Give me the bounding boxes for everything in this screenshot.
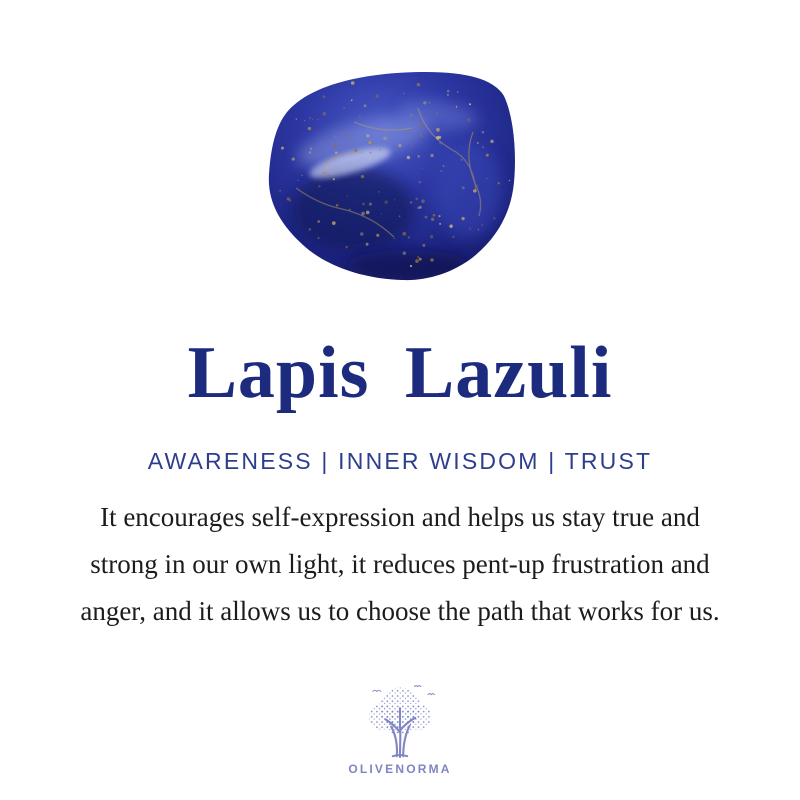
description-line-3: anger, and it allows us to choose the path that works for us. — [80, 596, 720, 626]
description-line-1: It encourages self-expression and helps us stay true and — [100, 502, 700, 532]
lapis-stone-graphic — [268, 70, 526, 284]
traits-subtitle: AWARENESS | INNER WISDOM | TRUST — [147, 448, 653, 474]
description-paragraph — [0, 494, 800, 635]
lapis-lazuli-stone-image — [268, 70, 526, 284]
crystal-name-title: Lapis Lazuli — [187, 332, 613, 414]
description-line-2: strong in our own light, it reduces pent-up frustration and — [90, 549, 710, 579]
brand-name: OLIVENORMA — [348, 762, 452, 776]
brand-logo-block — [0, 684, 800, 776]
olive-tree-icon — [360, 684, 440, 758]
